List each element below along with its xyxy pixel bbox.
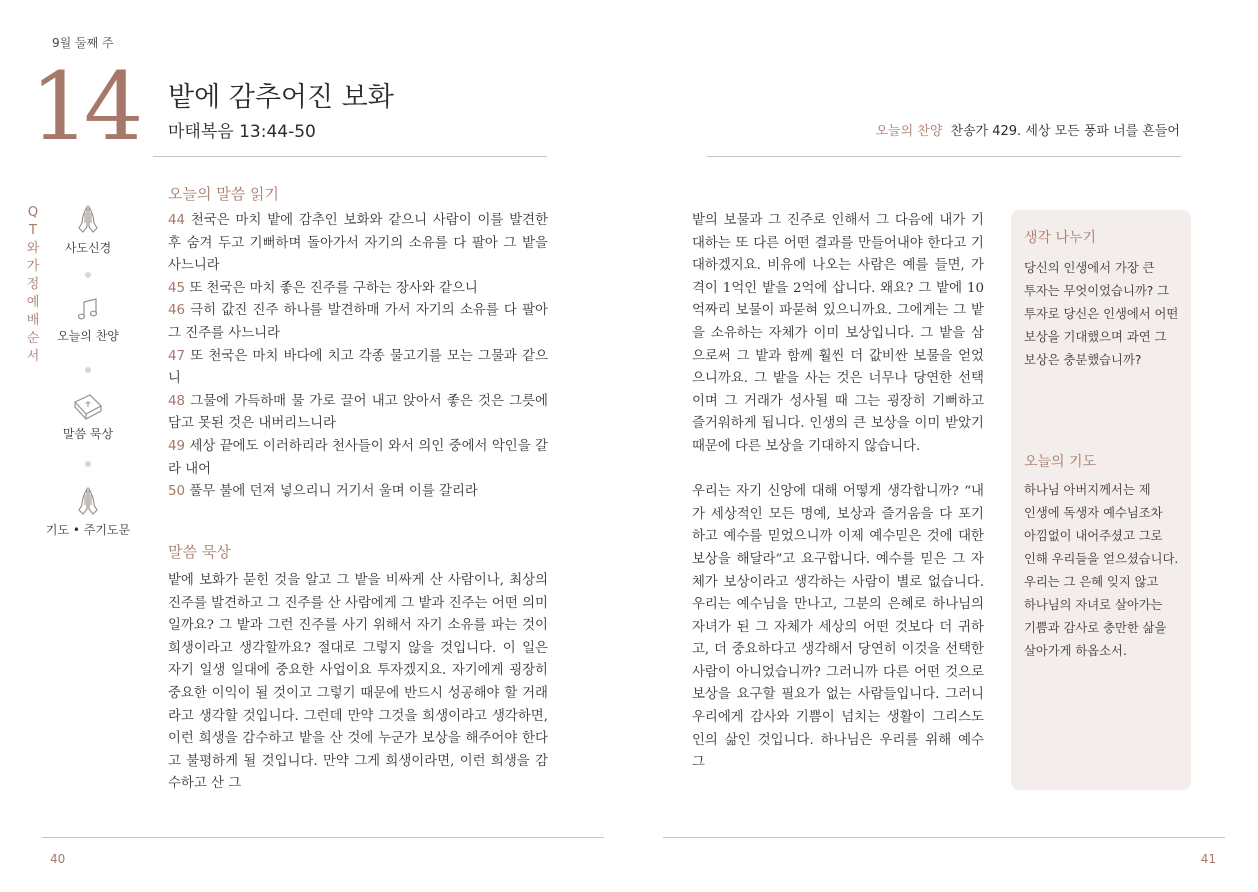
scripture-reference: 마태복음 13:44-50 (168, 122, 316, 142)
scripture-verses (168, 210, 548, 504)
nav-label: 기도 • 주기도문 (45, 523, 131, 537)
page-number-right: 41 (1200, 852, 1216, 866)
nav-label: 오늘의 찬양 (57, 329, 119, 343)
verse-text: 또 천국은 마치 좋은 진주를 구하는 장사와 같으니 (189, 280, 478, 296)
week-label: 9월 둘째 주 (52, 36, 114, 50)
verse-number: 50 (168, 484, 186, 500)
nav-item-todays-hymn[interactable] (33, 296, 143, 344)
day-number: 14 (30, 53, 138, 162)
music-note-icon (75, 296, 101, 324)
verse (168, 278, 548, 301)
verse-text: 극히 값진 진주 하나를 발견하매 가서 자기의 소유를 다 팔아 그 진주를 사느니라 (168, 303, 548, 341)
prayer-heading: 오늘의 기도 (1024, 454, 1097, 470)
reading-heading: 오늘의 말씀 읽기 (168, 185, 279, 203)
hymn-title: 찬송가 429. 세상 모든 풍파 너를 흔들어 (950, 124, 1180, 139)
praying-hands-icon (73, 486, 103, 518)
verse-number: 45 (168, 280, 186, 296)
page-number-left: 40 (50, 852, 66, 866)
header-rule-right (707, 156, 1181, 157)
nav-item-prayer[interactable] (33, 486, 143, 538)
verse (168, 300, 548, 345)
praying-hands-icon (73, 204, 103, 236)
verse (168, 210, 548, 278)
footer-rule-right (663, 837, 1225, 838)
verse (168, 436, 548, 481)
verse-number: 46 (168, 303, 186, 319)
page-title: 밭에 감추어진 보화 (168, 82, 394, 113)
verse-text: 또 천국은 마치 바다에 치고 각종 물고기를 모는 그물과 같으니 (168, 348, 548, 387)
nav-item-apostles-creed[interactable] (33, 204, 143, 256)
nav-separator-dot (85, 272, 91, 278)
nav-label: 사도신경 (64, 241, 112, 255)
verse-text: 풀무 불에 던져 넣으리니 거기서 울며 이를 갈리라 (189, 484, 478, 500)
meditation-heading: 말씀 묵상 (168, 543, 231, 561)
verse-text: 천국은 마치 밭에 감추인 보화와 같으니 사람이 이를 발견한 후 숨겨 두고 기뻐하며 돌아가서 자기의 소유를 다 팔아 그 밭을 사느니라 (168, 213, 548, 274)
share-heading: 생각 나누기 (1024, 230, 1097, 246)
vertical-section-label: QT와 가정예배 순서 (26, 205, 40, 364)
verse-text: 그물에 가득하매 물 가로 끌어 내고 앉아서 좋은 것은 그릇에 담고 못된 것은 내버리느니라 (168, 393, 548, 432)
nav-separator-dot (85, 367, 91, 373)
bible-icon (72, 392, 104, 422)
verse (168, 391, 548, 436)
prayer-text: 하나님 아버지께서는 제 인생에 독생자 예수님조차 아낌없이 내어주셨고 그로 인해 우리들을 얻으셨습니다. 우리는 그 은혜 잊지 않고 하나님의 자녀로 살아가는 기쁨과 감사로 충만한 삶을 살아가게 하옵소서. (1024, 483, 1179, 658)
meditation-text: 밭에 보화가 묻힌 것을 알고 그 밭을 비싸게 산 사람이나, 최상의 진주를 발견하고 그 진주를 산 사람에게 그 밭과 진주는 어떤 의미일까요? 그 밭과 그런 진주를 사기 위해서 자기 소유를 파는 것이 희생이라고 생각할까요? 절대로 그렇지 않을 것입니다. 이 일은 자기 일생 일대에 중요한 사업이요 투자겠지요. 자기에게 굉장히 중요한 이익이 될 것이고 그렇기 때문에 반드시 성공해야 할 거래라고 생각할 것입니다. 그런데 만약 그것을 희생이라고 생각하면, 이런 희생을 감수하고 밭을 산 것에 누군가 보상을 해주어야 한다고 불평하게 될 것입니다. 만약 그게 희생이라면, 이런 희생을 감수하고 산 그 (168, 573, 548, 792)
share-text: 당신의 인생에서 가장 큰 투자는 무엇이었습니까? 그 투자로 당신은 인생에서 어떤 보상을 기대했으며 과연 그 보상은 충분했습니까? (1024, 261, 1179, 367)
footer-rule-left (42, 837, 604, 838)
todays-hymn (876, 122, 1181, 142)
meditation-continuation (692, 210, 984, 775)
nav-item-word-meditation[interactable] (33, 392, 143, 442)
meditation-paragraph: 우리는 자기 신앙에 대해 어떻게 생각합니까? “내가 세상적인 모든 명예, 보상과 즐거움을 다 포기하고 예수를 믿었으니까 이제 예수믿은 것에 대한 보상을 해달라”고 요구합니다. 예수를 믿은 그 자체가 보상이라고 생각하는 사람이 별로 없습니다. 우리는 예수님을 만나고, 그분의 은혜로 하나님의 자녀가 된 그 자체가 세상의 어떤 것보다 더 귀하고, 더 중요하다고 생각해서 당연히 이것을 선택한 사람이 아니었습니까? 그러니까 다른 어떤 것으로 보상을 요구할 필요가 없는 사람들입니다. 그러니 우리에게 감사와 기쁨이 넘치는 생활이 그리스도인의 삶인 것입니다. 하나님은 우리를 위해 예수 그 (692, 484, 984, 771)
verse-text: 세상 끝에도 이러하리라 천사들이 와서 의인 중에서 악인을 갈라 내어 (168, 438, 548, 477)
header-rule-left (153, 156, 547, 157)
hymn-label: 오늘의 찬양 (875, 124, 943, 139)
verse-number: 44 (168, 213, 186, 228)
verse-number: 47 (168, 348, 186, 364)
verse-number: 49 (168, 438, 186, 454)
meditation-paragraph: 밭의 보물과 그 진주로 인해서 그 다음에 내가 기대하는 또 다른 어떤 결과를 만들어내야 한다고 기대하겠지요. 비유에 나오는 사람은 예를 들면, 가격이 1억인 밭을 2억에 삽니다. 왜요? 그 밭에 10억짜리 보물이 파묻혀 있으니까요. 그에게는 그 밭을 소유하는 자체가 이미 보상입니다. 그 밭을 삼으로써 그 밭과 함께 훨씬 더 값비싼 보물을 얻었으니까요. 그 밭을 사는 것은 너무나 당연한 선택이며 그 거래가 성사될 때 그는 굉장히 기뻐하고 즐거워하게 됩니다. 인생의 큰 보상을 이미 받았기 때문에 다른 보상을 기대하지 않습니다. (692, 213, 984, 454)
nav-label: 말씀 묵상 (62, 427, 114, 441)
verse (168, 346, 548, 391)
nav-separator-dot (85, 461, 91, 467)
verse-number: 48 (168, 393, 186, 409)
verse (168, 481, 548, 504)
